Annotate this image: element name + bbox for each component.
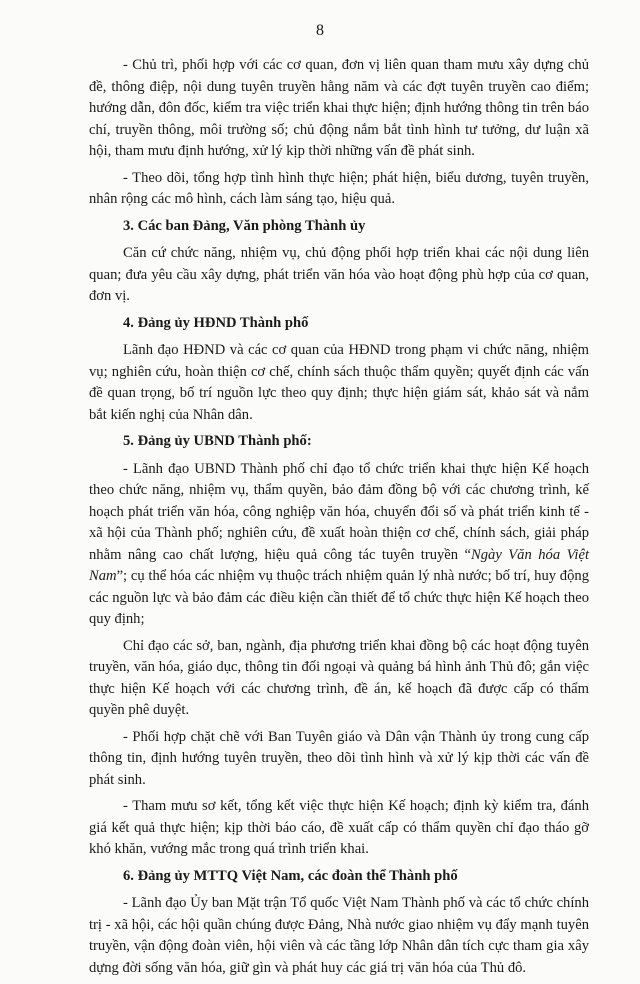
paragraph: Lãnh đạo HĐND và các cơ quan của HĐND trong phạm vi chức năng, nhiệm vụ; nghiên cứu, hoàn thiện cơ chế, chính sách thuộc thẩm quyền; quyết định các vấn đề quan trọng, bố trí nguồn lực theo quy định; thực hiện giám sát, khảo sát và nắm bắt kiến nghị của Nhân dân. [89,342,589,423]
section-heading: 3. Các ban Đảng, Văn phòng Thành ủy [123,217,366,234]
paragraph: Chỉ đạo các sở, ban, ngành, địa phương triển khai đồng bộ các hoạt động tuyên truyền, văn hóa, giáo dục, thông tin đối ngoại và quảng bá hình ảnh Thủ đô; gắn việc thực hiện Kế hoạch với các chương trình, đề án, kế hoạch đã được cấp có thẩm quyền phê duyệt. [89,637,589,718]
paragraph: - Chủ trì, phối hợp với các cơ quan, đơn vị liên quan tham mưu xây dựng chủ đề, thông điệp, nội dung tuyên truyền hằng năm và các đợt tuyên truyền cao điểm; hướng dẫn, đôn đốc, kiểm tra việc triển khai thực hiện; định hướng thông tin trên báo chí, truyền thông, môi trường số; chủ động nắm bắt tình hình tư tưởng, dư luận xã hội, tham mưu định hướng, xử lý kịp thời những vấn đề phát sinh. [89,57,589,159]
page-number: 8 [316,22,324,39]
document-body [89,55,589,984]
paragraph: Căn cứ chức năng, nhiệm vụ, chủ động phối hợp triển khai các nội dung liên quan; đưa yêu cầu xây dựng, phát triển văn hóa vào hoạt động phù hợp của cơ quan, đơn vị. [89,245,589,304]
paragraph-text: ”; cụ thể hóa các nhiệm vụ thuộc trách nhiệm quản lý nhà nước; bố trí, huy động các nguồn lực và bảo đảm các điều kiện cần thiết để tổ chức thực hiện Kế hoạch theo quy định; [89,568,589,627]
section-heading: 5. Đảng ủy UBND Thành phố: [123,433,312,449]
section-heading: 4. Đảng ủy HĐND Thành phố [123,314,309,331]
emphasized-title: Ngày Văn hóa Việt Nam [89,546,589,584]
paragraph [89,459,589,631]
paragraph: - Phối hợp chặt chẽ với Ban Tuyên giáo và Dân vận Thành ủy trong cung cấp thông tin, định hướng tuyên truyền, theo dõi tình hình và xử lý kịp thời các vấn đề phát sinh. [89,728,589,788]
paragraph: - Theo dõi, tổng hợp tình hình thực hiện; phát hiện, biểu dương, tuyên truyền, nhân rộng các mô hình, cách làm sáng tạo, hiệu quả. [89,169,589,207]
paragraph: - Tham mưu sơ kết, tổng kết việc thực hiện Kế hoạch; định kỳ kiểm tra, đánh giá kết quả thực hiện; kịp thời báo cáo, đề xuất cấp có thẩm quyền chỉ đạo tháo gỡ khó khăn, vướng mắc trong quá trình triển khai. [89,798,589,857]
paragraph-text: - Lãnh đạo UBND Thành phố chỉ đạo tổ chức triển khai thực hiện Kế hoạch theo chức năng, nhiệm vụ, thẩm quyền, bảo đảm đồng bộ với các chương trình, kế hoạch phát triển văn hóa, công nghiệp văn hóa, chuyển đổi số và phát triển kinh tế - xã hội của Thành phố; nghiên cứu, đề xuất hoàn thiện cơ chế, chính sách, giải pháp nhằm nâng cao chất lượng, hiệu quả công tác tuyên truyền “ [89,460,589,563]
paragraph: - Lãnh đạo Ủy ban Mặt trận Tổ quốc Việt Nam Thành phố và các tổ chức chính trị - xã hội, các hội quần chúng được Đảng, Nhà nước giao nhiệm vụ đẩy mạnh tuyên truyền, vận động đoàn viên, hội viên và các tầng lớp Nhân dân tích cực tham gia xây dựng đời sống văn hóa, giữ gìn và phát huy các giá trị văn hóa của Thủ đô. [89,895,589,976]
section-heading: 6. Đảng ủy MTTQ Việt Nam, các đoàn thể Thành phố [123,867,458,884]
